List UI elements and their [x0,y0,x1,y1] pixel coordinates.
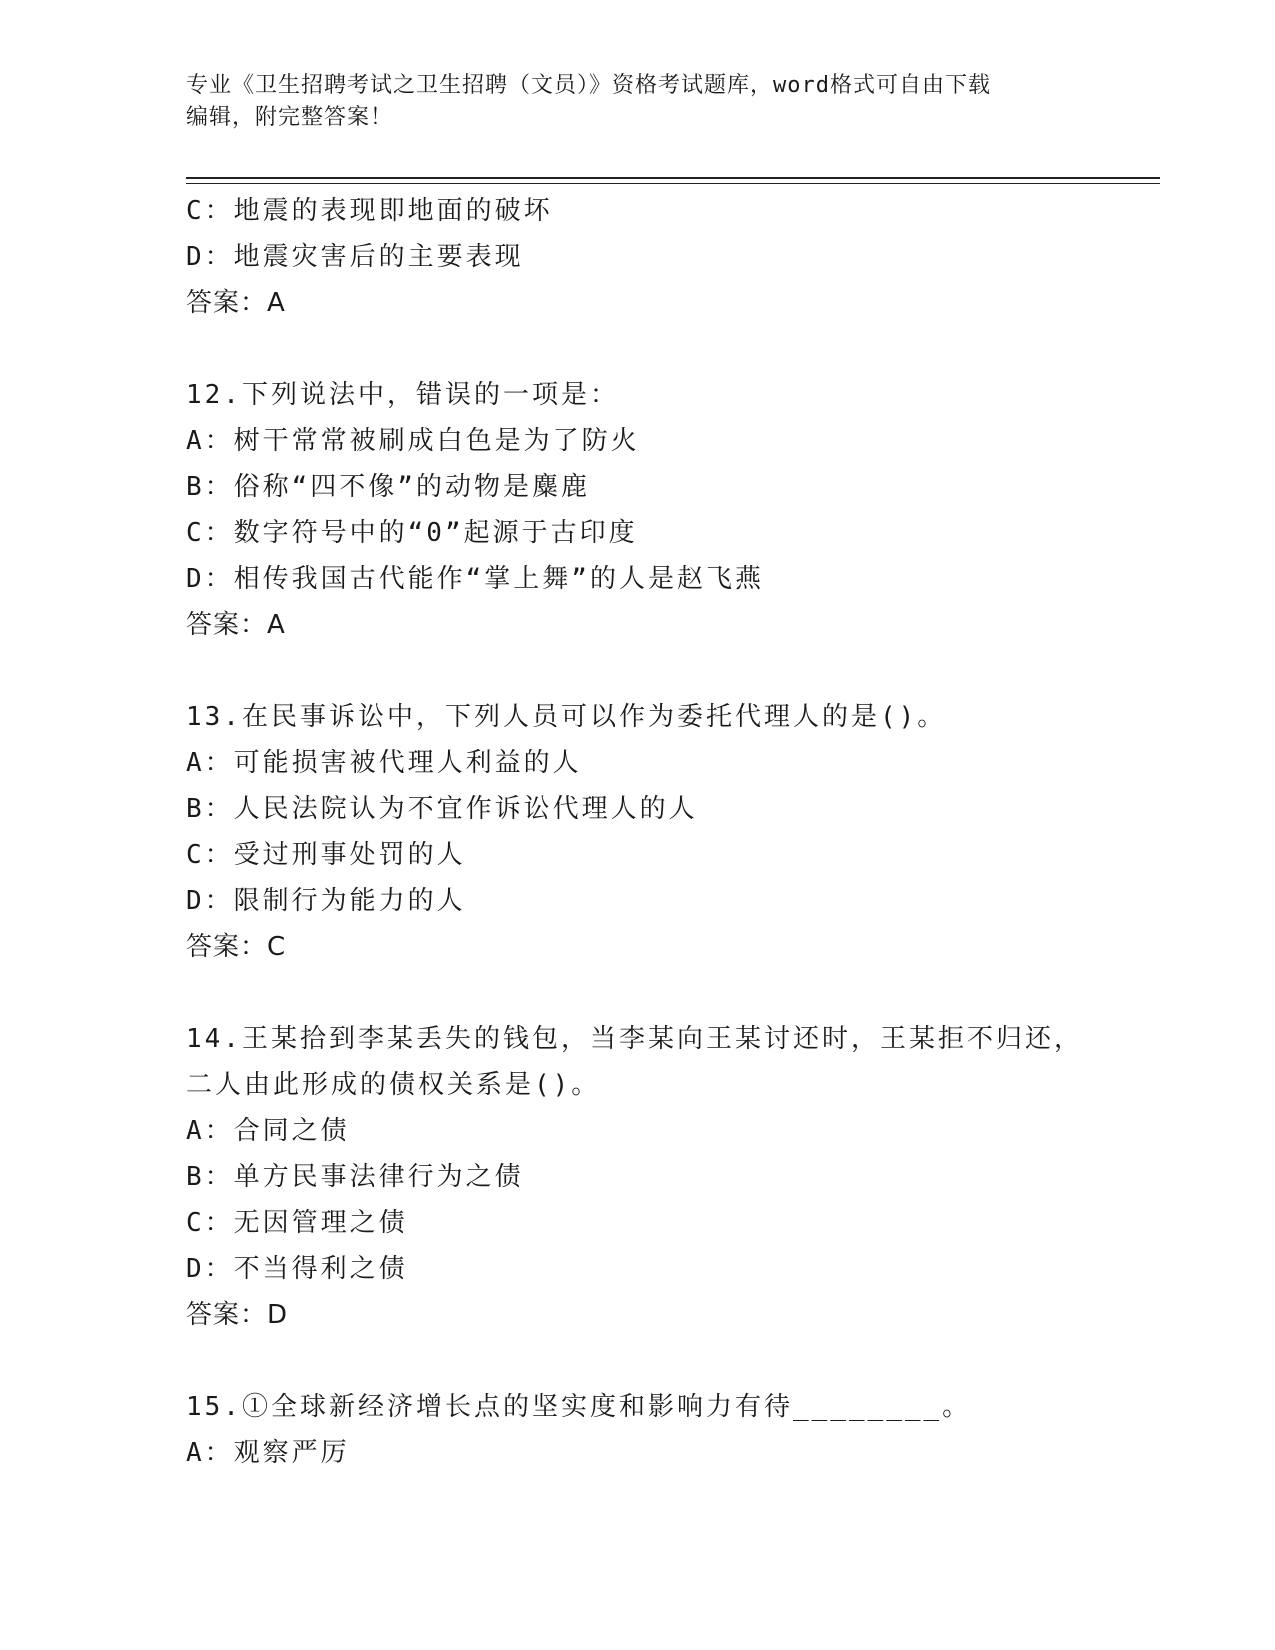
header-divider-thin [186,183,1160,184]
question-stem: 12.下列说法中，错误的一项是： [186,380,619,410]
option-c: C：无因管理之债 [186,1208,408,1238]
option-a: A：可能损害被代理人利益的人 [186,748,582,778]
answer-label: 答案：C [186,932,287,962]
question-15 [186,1384,1146,1476]
answer-label: 答案：A [186,288,286,318]
option-a: A：树干常常被刷成白色是为了防火 [186,426,640,456]
option-d: D：不当得利之债 [186,1254,408,1284]
option-d: D：相传我国古代能作“掌上舞”的人是赵飞燕 [186,564,764,594]
option-c: C：受过刑事处罚的人 [186,840,466,870]
option-c: C：数字符号中的“0”起源于古印度 [186,518,638,548]
option-b: B：人民法院认为不宜作诉讼代理人的人 [186,794,698,824]
question-12 [186,372,1146,648]
spacer [186,648,1146,694]
answer-label: 答案：A [186,610,286,640]
option-c: C：地震的表现即地面的破坏 [186,196,553,226]
question-stem-line-1: 14.王某拾到李某丢失的钱包，当李某向王某讨还时，王某拒不归还， [186,1024,1083,1054]
question-14 [186,1016,1146,1338]
question-list [186,188,1146,1476]
question-11-tail [186,188,1146,326]
option-a: A：合同之债 [186,1116,350,1146]
question-stem-line-2: 二人由此形成的债权关系是()。 [186,1070,601,1100]
option-d: D：地震灾害后的主要表现 [186,242,524,272]
option-a: A：观察严厉 [186,1438,350,1468]
document-header [186,70,1086,134]
option-b: B：单方民事法律行为之债 [186,1162,524,1192]
header-line-2: 编辑，附完整答案！ [186,105,394,130]
spacer [186,1338,1146,1384]
option-d: D：限制行为能力的人 [186,886,466,916]
question-13 [186,694,1146,970]
spacer [186,326,1146,372]
option-b: B：俗称“四不像”的动物是麋鹿 [186,472,590,502]
header-line-1: 专业《卫生招聘考试之卫生招聘（文员）》资格考试题库，word格式可自由下载 [186,73,991,98]
spacer [186,970,1146,1016]
answer-label: 答案：D [186,1300,289,1330]
header-divider-thick [186,177,1160,179]
question-stem: 13.在民事诉讼中，下列人员可以作为委托代理人的是()。 [186,702,947,732]
question-stem: 15.①全球新经济增长点的坚实度和影响力有待________。 [186,1392,972,1422]
